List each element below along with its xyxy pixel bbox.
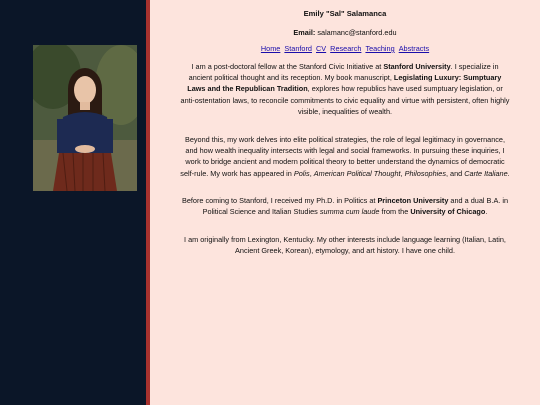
bio-paragraph-1 (180, 61, 510, 117)
bio-text: Before coming to Stanford, I received my Ph.D. in Politics at (181, 196, 378, 205)
bio-emphasis: summa cum laude (319, 207, 380, 217)
bio-text: . I specialize in ancient political thought and its reception. My book manuscript, (188, 62, 499, 83)
bio-text: I am a post-doctoral fellow at the Stanford Civic Initiative at (191, 62, 384, 71)
email-address: salamanc@stanford.edu (317, 28, 397, 37)
nav-link-research[interactable]: Research (330, 44, 362, 53)
journal-title: American Political Thought (313, 168, 401, 178)
nav-link-abstracts[interactable]: Abstracts (398, 44, 430, 53)
bio-text: from the (379, 207, 411, 217)
journal-title: Philosophies (404, 168, 446, 178)
bio-text: , and (446, 168, 465, 178)
bio-emphasis: Stanford University (383, 62, 451, 71)
book-title: Legislating Luxury: Sumptuary Laws and the Republican Tradition (187, 73, 502, 94)
main-content (150, 0, 540, 405)
sidebar (0, 0, 146, 405)
nav-bar (150, 43, 540, 54)
nav-link-home[interactable]: Home (260, 44, 281, 53)
page-title: Emily "Sal" Salamanca (303, 9, 387, 18)
bio-text: , (309, 168, 314, 178)
journal-title: Polis (293, 168, 310, 178)
journal-title: Carte Italiane (464, 168, 508, 178)
portrait-image (33, 45, 137, 191)
email-label: Email: (293, 28, 316, 37)
nav-link-teaching[interactable]: Teaching (365, 44, 395, 53)
bio-emphasis: Princeton University (377, 196, 449, 205)
profile-photo (33, 45, 137, 191)
bio-text: , (400, 168, 405, 178)
bio-paragraph-4 (180, 234, 510, 256)
nav-link-cv[interactable]: CV (316, 44, 327, 53)
email-line (150, 27, 540, 38)
nav-link-stanford[interactable]: Stanford (284, 44, 312, 53)
bio-text: , explores how republics have used sumptuary legislation, or anti-ostentation laws, to reconcile commitments to civic equality and virtue with persistent, often highly visible, inequalities of wealth. (180, 84, 510, 116)
bio-paragraph-3 (180, 195, 510, 217)
bio-text: I am originally from Lexington, Kentucky. My other interests include language learning (Italian, Latin, Ancient Greek, Korean), etymology, and art history. I have one child. (184, 235, 506, 256)
bio-text: . (507, 168, 510, 178)
bio-text: Beyond this, my work delves into elite political strategies, the role of legal legitimacy in governance, and how wealth inequality intersects with legal and social frameworks. In pursuing these inquiries, I work to bridge ancient and modern political theory to better understand the dynamics of democratic self-rule. My work has appeared in (180, 135, 505, 178)
bio-text: and a dual B.A. in Political Science and Italian Studies (202, 196, 509, 217)
bio-emphasis: University of Chicago (410, 207, 486, 217)
bio-paragraph-2 (180, 134, 510, 179)
bio-text: . (485, 207, 488, 217)
